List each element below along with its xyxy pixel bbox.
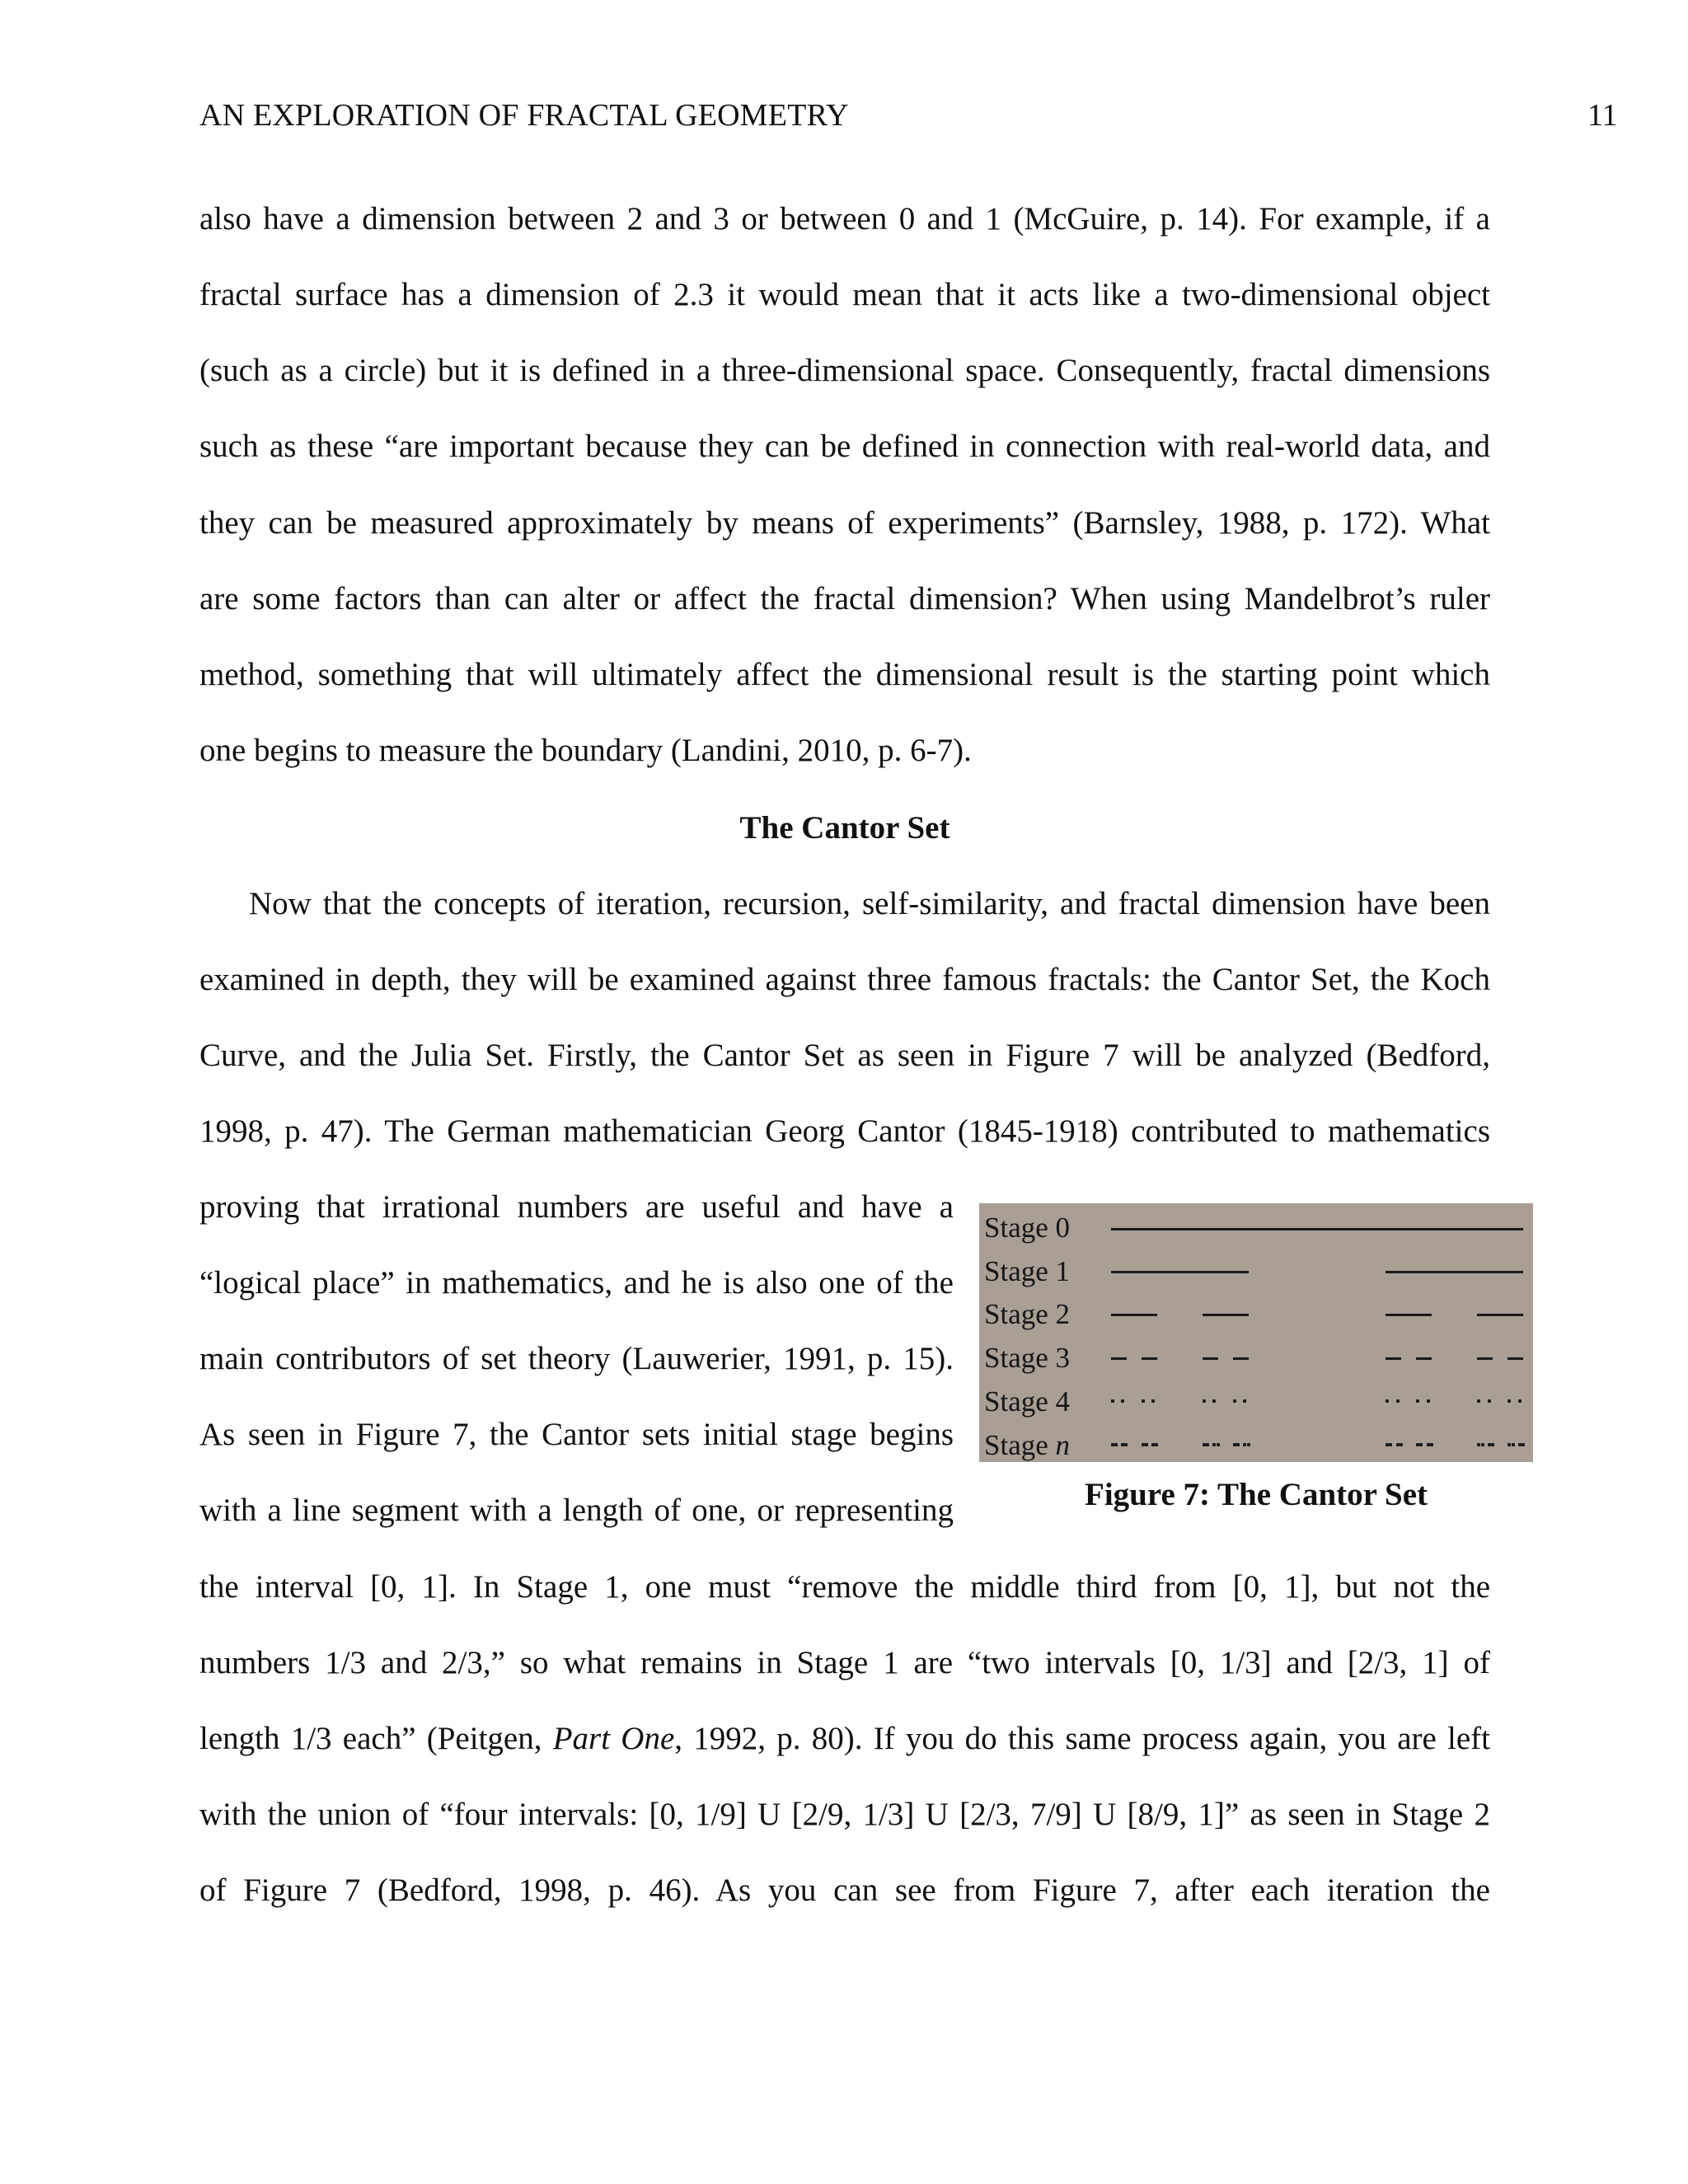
figure-caption: Figure 7: The Cantor Set	[1085, 1477, 1428, 1512]
cantor-segment	[1386, 1271, 1523, 1273]
text-span: , 1992, p. 80). If you do this same process again, you are left	[674, 1721, 1490, 1756]
cantor-set-figure	[979, 1203, 1533, 1462]
text-span: length 1/3 each” (Peitgen,	[199, 1721, 553, 1756]
cantor-segment	[1203, 1357, 1218, 1360]
cantor-dot	[1145, 1443, 1148, 1446]
cantor-segment	[1111, 1228, 1523, 1230]
body-line: they can be measured approximately by means of experiments” (Barnsley, 1988, p. 172). What	[199, 505, 1490, 541]
body-line: are some factors than can alter or affect the fractal dimension? When using Mandelbrot’s ruler	[199, 581, 1490, 616]
cantor-dot	[1121, 1399, 1124, 1403]
stage-label: Stage 2	[984, 1298, 1071, 1330]
cantor-dot	[1212, 1399, 1216, 1403]
stage-label: Stage 3	[984, 1342, 1071, 1374]
body-line: such as these “are important because they can be defined in connection with real-world data, and	[199, 429, 1490, 464]
cantor-dot	[1114, 1443, 1118, 1446]
cantor-dot	[1142, 1399, 1145, 1403]
cantor-segment	[1233, 1357, 1249, 1360]
body-line-indented: Now that the concepts of iteration, recursion, self-similarity, and fractal dimension have been	[249, 886, 1490, 921]
cantor-dot	[1203, 1399, 1206, 1403]
cantor-dot	[1217, 1443, 1220, 1446]
body-line: method, something that will ultimately affect the dimensional result is the starting point which	[199, 657, 1490, 692]
cantor-dot	[1400, 1443, 1403, 1446]
cantor-segment	[1111, 1271, 1249, 1273]
cantor-segment	[1477, 1357, 1493, 1360]
cantor-dot	[1488, 1399, 1491, 1403]
body-line: Curve, and the Julia Set. Firstly, the Cantor Set as seen in Figure 7 will be analyzed (Bedford,	[199, 1038, 1490, 1073]
cantor-dot	[1481, 1443, 1484, 1446]
cantor-dot	[1247, 1443, 1250, 1446]
cantor-segment	[1142, 1357, 1157, 1360]
cantor-dot	[1386, 1399, 1389, 1403]
cantor-dot	[1477, 1443, 1480, 1446]
cantor-dot	[1243, 1399, 1246, 1403]
cantor-segment	[1111, 1314, 1157, 1316]
cantor-segment	[1111, 1357, 1127, 1360]
body-line	[199, 1720, 1490, 1758]
body-line: 1998, p. 47). The German mathematician Georg Cantor (1845-1918) contributed to mathematics	[199, 1113, 1490, 1149]
cantor-dot	[1151, 1399, 1155, 1403]
cantor-dot	[1522, 1443, 1525, 1446]
cantor-dot	[1512, 1443, 1515, 1446]
cantor-dot	[1155, 1443, 1158, 1446]
body-line: (such as a circle) but it is defined in a three-dimensional space. Consequently, fractal dimensions	[199, 353, 1490, 388]
body-line-wrapped: with a line segment with a length of one, or representing	[199, 1493, 954, 1528]
cantor-dot	[1427, 1399, 1430, 1403]
stage-label: Stage 4	[984, 1385, 1071, 1418]
body-line-wrapped: As seen in Figure 7, the Cantor sets initial stage begins	[199, 1417, 954, 1452]
stage-label: Stage 1	[984, 1255, 1071, 1287]
cantor-dot	[1507, 1399, 1511, 1403]
body-line-wrapped: main contributors of set theory (Lauwerier, 1991, p. 15).	[199, 1341, 954, 1376]
body-line-wrapped: proving that irrational numbers are useful and have a	[199, 1189, 954, 1225]
cantor-dot	[1419, 1443, 1423, 1446]
body-line: examined in depth, they will be examined against three famous fractals: the Cantor Set, the Koch	[199, 962, 1490, 997]
cantor-dot	[1111, 1399, 1114, 1403]
cantor-dot	[1430, 1443, 1433, 1446]
body-line: also have a dimension between 2 and 3 or between 0 and 1 (McGuire, p. 14). For example, if a	[199, 201, 1490, 237]
cantor-dot	[1243, 1443, 1246, 1446]
cantor-dot	[1206, 1443, 1209, 1446]
body-line: numbers 1/3 and 2/3,” so what remains in Stage 1 are “two intervals [0, 1/3] and [2/3, 1] of	[199, 1645, 1490, 1680]
cantor-segment	[1507, 1357, 1523, 1360]
body-line: fractal surface has a dimension of 2.3 it would mean that it acts like a two-dimensional object	[199, 277, 1490, 312]
cantor-segment	[1386, 1357, 1401, 1360]
body-line: one begins to measure the boundary (Landini, 2010, p. 6-7).	[199, 733, 972, 768]
cantor-dot	[1124, 1443, 1128, 1446]
body-line-wrapped: “logical place” in mathematics, and he is also one of the	[199, 1265, 954, 1301]
cantor-dot	[1389, 1443, 1392, 1446]
cantor-dot	[1518, 1399, 1522, 1403]
body-line: of Figure 7 (Bedford, 1998, p. 46). As you can see from Figure 7, after each iteration the	[199, 1872, 1490, 1908]
running-head: AN EXPLORATION OF FRACTAL GEOMETRY	[199, 98, 849, 133]
cantor-dot	[1507, 1443, 1511, 1446]
cantor-segment	[1477, 1314, 1523, 1316]
cantor-dot	[1236, 1443, 1240, 1446]
italic-title: Part One	[552, 1721, 675, 1756]
stage-label-n	[984, 1429, 1070, 1462]
body-line: with the union of “four intervals: [0, 1/9] U [2/9, 1/3] U [2/3, 7/9] U [8/9, 1]” as seen in Stage 2	[199, 1797, 1490, 1832]
cantor-dot	[1212, 1443, 1216, 1446]
page-number: 11	[1587, 98, 1618, 133]
stage-variable: n	[1055, 1429, 1071, 1461]
cantor-dot	[1396, 1399, 1400, 1403]
section-heading: The Cantor Set	[739, 810, 950, 846]
stage-word: Stage	[984, 1429, 1056, 1461]
cantor-dot	[1416, 1399, 1419, 1403]
cantor-dot	[1233, 1399, 1236, 1403]
cantor-segment	[1386, 1314, 1432, 1316]
cantor-segment	[1416, 1357, 1432, 1360]
cantor-dot	[1477, 1399, 1480, 1403]
body-line: the interval [0, 1]. In Stage 1, one must “remove the middle third from [0, 1], but not the	[199, 1569, 1490, 1605]
stage-label: Stage 0	[984, 1212, 1071, 1244]
cantor-segment	[1203, 1314, 1249, 1316]
cantor-dot	[1491, 1443, 1494, 1446]
